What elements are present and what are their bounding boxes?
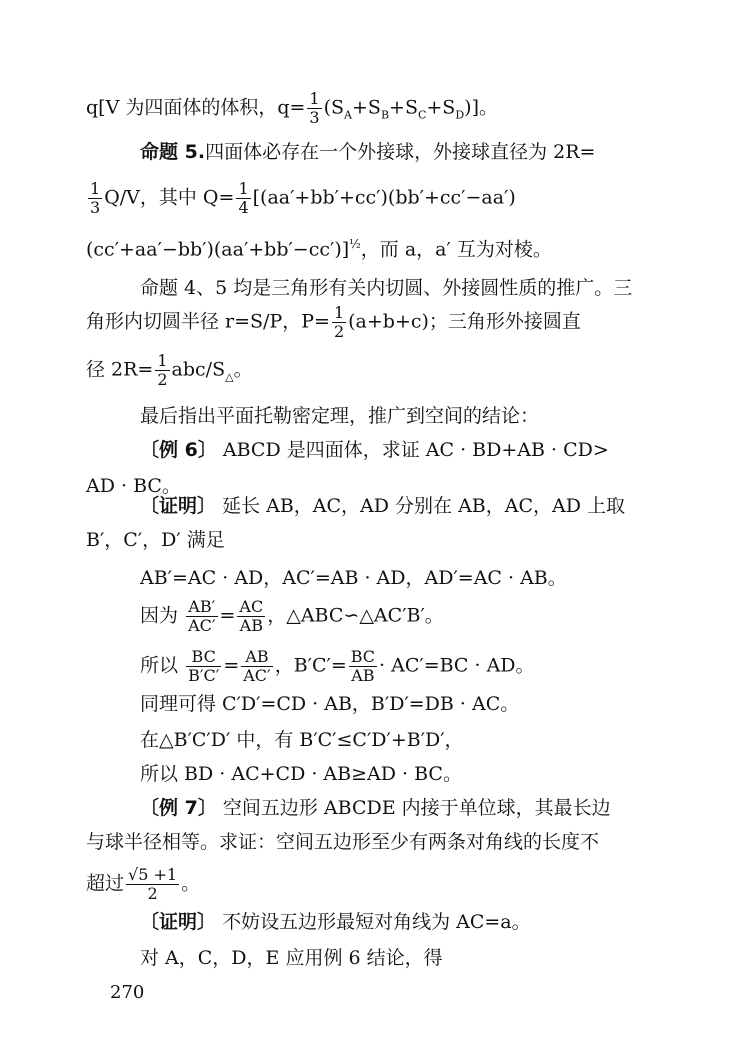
numerator: √5 +1: [128, 865, 178, 884]
numerator: BC: [186, 648, 221, 667]
text-line-12: [86, 528, 225, 552]
numerator: 1: [90, 179, 101, 198]
text-line-20: [86, 830, 599, 854]
example-label: 〔例 7〕: [140, 797, 217, 819]
text-line-11: [140, 494, 625, 518]
numerator: AC: [239, 597, 264, 616]
text: (a+b+c)；三角形外接圆直: [348, 310, 581, 333]
text: 所以 BD · AC+CD · AB≥AD · BC。: [140, 763, 462, 785]
numerator: BC: [350, 647, 376, 666]
text: abc/S: [171, 358, 226, 381]
denominator: 2: [147, 884, 158, 903]
text-line-7: [86, 352, 253, 389]
text: +S: [352, 96, 381, 119]
text: 因为: [140, 604, 179, 627]
numerator: AB′: [186, 598, 217, 617]
text-line-2: [140, 140, 595, 164]
subscript: C: [417, 108, 427, 122]
text: AB′=AC · AD，AC′=AB · AD，AD′=AC · AB。: [140, 567, 567, 589]
text: (cc′+aa′−bb′)(aa′+bb′−cc′)]: [86, 238, 350, 261]
example-label: 〔例 6〕: [140, 439, 217, 461]
superscript: ½: [349, 237, 361, 251]
fraction: [307, 90, 321, 127]
subscript: B: [380, 108, 390, 122]
text: 四面体必存在一个外接球，外接球直径为 2R=: [205, 141, 596, 163]
denominator: 4: [238, 198, 249, 217]
text: +S: [426, 96, 456, 119]
text: 。: [181, 872, 201, 895]
text-line-17: [140, 728, 464, 752]
numerator: 1: [309, 89, 320, 108]
text: 超过: [86, 872, 125, 895]
text: B′，C′，D′ 满足: [86, 529, 225, 551]
denominator: 2: [333, 322, 345, 341]
proof-label: 〔证明〕: [140, 911, 217, 933]
text: · AC′=BC · AD。: [379, 654, 535, 677]
text-line-5: [140, 276, 632, 300]
text-line-23: [140, 946, 443, 970]
numerator: 1: [333, 303, 345, 322]
text: 空间五边形 ABCDE 内接于单位球，其最长边: [222, 797, 611, 819]
text-line-19: [140, 796, 611, 820]
text: ABCD 是四面体，求证 AC · BD+AB · CD>: [222, 439, 609, 461]
text: 所以: [140, 654, 179, 677]
text: Q/V，其中 Q=: [104, 186, 235, 209]
text-line-13: [140, 566, 567, 590]
page-number: 270: [110, 982, 145, 1003]
fraction: [186, 598, 217, 635]
subscript: A: [344, 108, 352, 122]
text: ，而 a，a′ 互为对棱。: [360, 238, 552, 261]
text-line-8: [140, 404, 539, 428]
denominator: AB: [239, 616, 263, 635]
text: 最后指出平面托勒密定理，推广到空间的结论：: [140, 405, 540, 427]
fraction: [236, 180, 250, 217]
text: 对 A，C，D，E 应用例 6 结论，得: [140, 947, 443, 969]
fraction: [155, 352, 169, 389]
text-line-4: [86, 232, 552, 261]
text: 角形内切圆半径 r=S/P，P=: [86, 310, 330, 333]
text: ，△ABC∽△AC′B′。: [267, 604, 444, 627]
text-line-6: [86, 304, 581, 341]
text-line-15: 所以 $\frac{BC}{B'C'}$ = $\frac{AB}{AC'}$ ，B′C′= $\frac{BC}{AB}$ · AC′=BC · AD。: [140, 647, 535, 685]
text: 不妨设五边形最短对角线为 AC=a。: [222, 911, 531, 933]
text-line-3: [86, 180, 516, 217]
text: 径 2R=: [86, 358, 154, 381]
text: 延长 AB，AC，AD 分别在 AB，AC，AD 上取: [222, 495, 626, 517]
text: 命题 4、5 均是三角形有关内切圆、外接圆性质的推广。三: [140, 277, 633, 299]
text-line-16: [140, 692, 519, 716]
numerator: 1: [238, 179, 249, 198]
text: [(aa′+bb′+cc′)(bb′+cc′−aa′): [252, 186, 516, 209]
fraction: [237, 598, 265, 635]
fraction: [88, 180, 102, 217]
text-line-18: [140, 762, 462, 786]
text-line-1: [86, 90, 498, 127]
fraction: [349, 648, 377, 685]
numerator: 1: [157, 351, 168, 370]
denominator: 3: [309, 108, 320, 127]
text-line-22: [140, 910, 531, 934]
fraction: [241, 648, 272, 685]
text-line-9: [140, 438, 609, 462]
denominator: 3: [90, 198, 101, 217]
fraction: [186, 648, 221, 685]
denominator: AB: [351, 666, 375, 685]
fraction: [126, 866, 179, 903]
text: 。: [233, 358, 253, 381]
denominator: 2: [157, 370, 168, 389]
text: 在△B′C′D′ 中，有 B′C′≤C′D′+B′D′，: [140, 729, 464, 751]
text: q[V 为四面体的体积，q=: [86, 96, 306, 119]
text: AD · BC。: [86, 475, 181, 497]
numerator: AB: [241, 648, 272, 667]
text: +S: [389, 96, 418, 119]
denominator: AC′: [243, 666, 271, 685]
text: 同理可得 C′D′=CD · AB，B′D′=DB · AC。: [140, 693, 520, 715]
text: (S: [323, 96, 345, 119]
proposition-label: 命题 5.: [140, 141, 206, 163]
text: 与球半径相等。求证：空间五边形至少有两条对角线的长度不: [86, 831, 600, 853]
denominator: B′C′: [188, 666, 220, 685]
text: )]。: [464, 96, 498, 119]
denominator: AC′: [188, 616, 216, 635]
subscript: △: [225, 370, 234, 384]
fraction: [332, 304, 346, 341]
subscript: D: [455, 108, 465, 122]
text-line-21: [86, 866, 200, 903]
proof-label: 〔证明〕: [140, 495, 217, 517]
text: ，B′C′=: [274, 654, 347, 677]
text-line-14: 因为 $\frac{AB'}{AC'}$ = $\frac{AC}{AB}$ ，△ABC∽△AC′B′。: [140, 597, 444, 635]
